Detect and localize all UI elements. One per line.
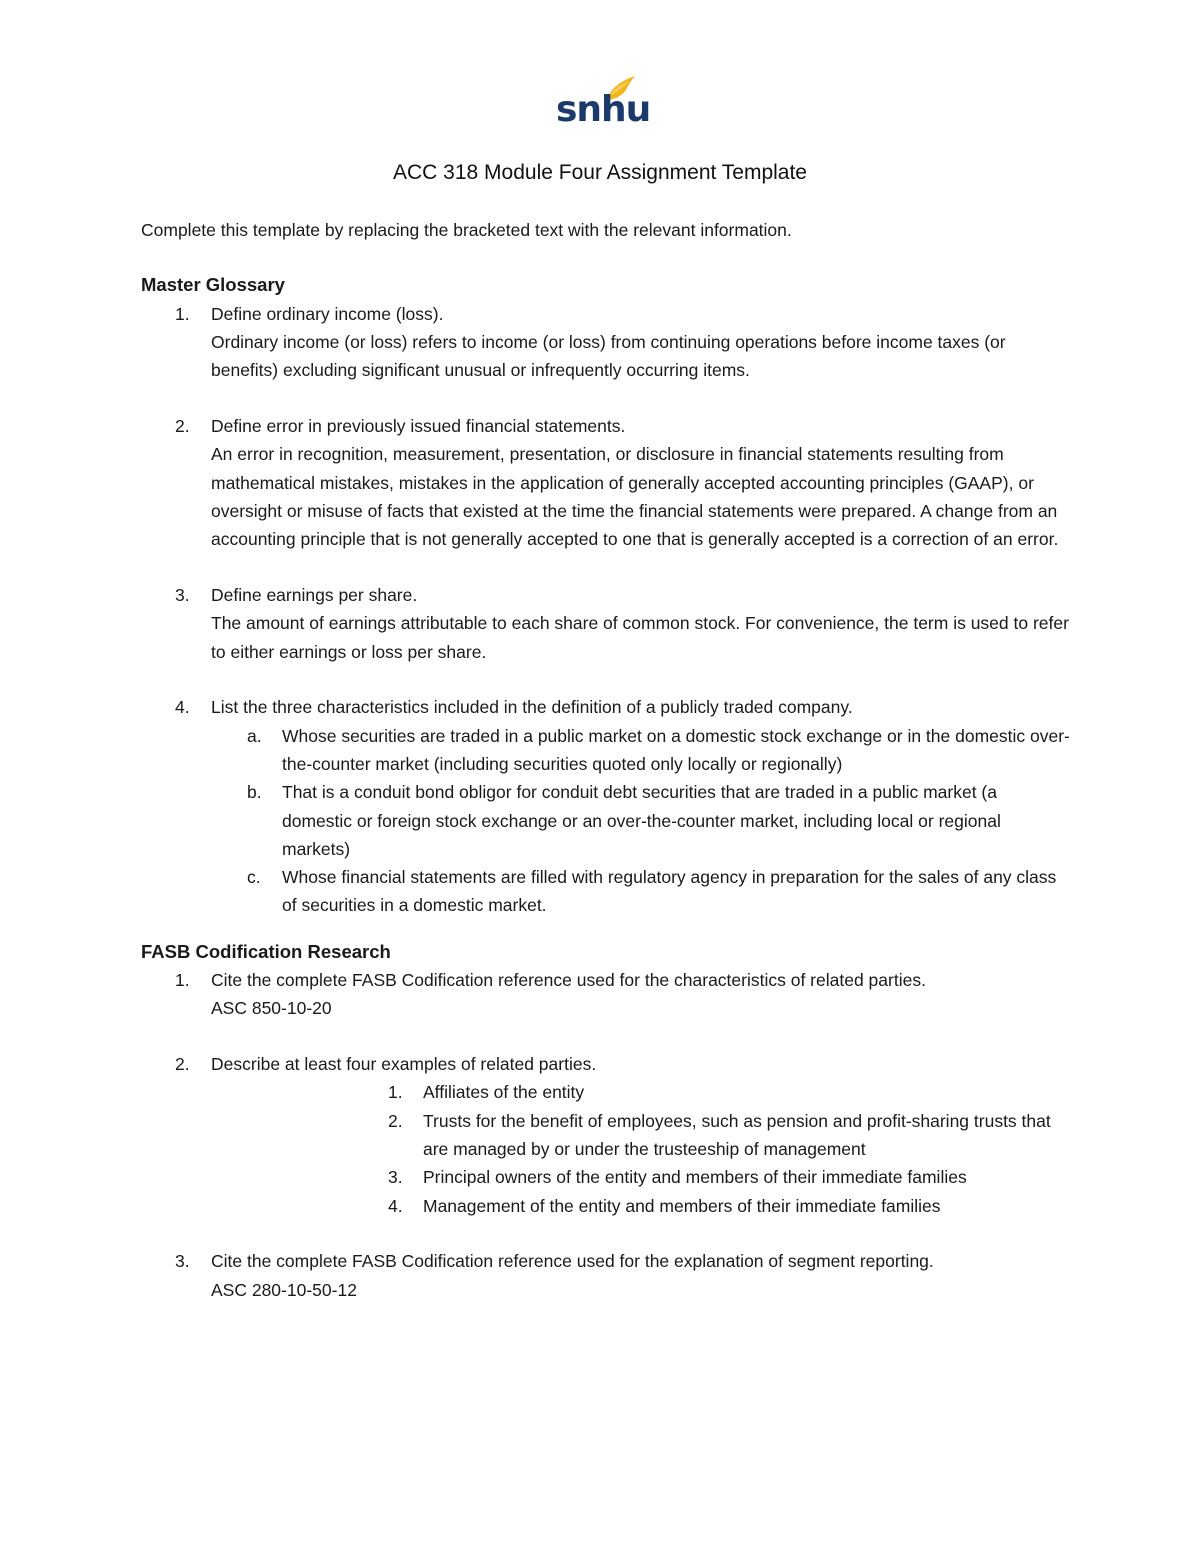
sub-item-text: Principal owners of the entity and members of their immediate families: [423, 1167, 967, 1188]
characteristics-list: [211, 722, 1071, 920]
sub-item-text: Whose financial statements are filled with regulatory agency in preparation for the sales of any class of securities in a domestic market.: [282, 867, 1057, 916]
item-question: Define error in previously issued financial statements.: [211, 415, 626, 436]
document-body: [141, 216, 1071, 1304]
sub-item-label: 2.: [388, 1110, 403, 1131]
item-answer: An error in recognition, measurement, presentation, or disclosure in financial statements resulting from mathematical mistakes, mistakes in the application of generally accepted accounting principles (GAAP), or oversight or misuse of facts that existed at the time the financial statements were prepared. A change from an accounting principle that is not generally accepted to one that is generally accepted is a correction of an error.: [211, 444, 1059, 550]
item-number: 1.: [175, 970, 190, 991]
related-parties-list: [211, 1078, 1071, 1219]
item-number: 2.: [175, 1054, 190, 1075]
master-glossary-list: [141, 300, 1071, 920]
item-question: Define earnings per share.: [211, 584, 418, 605]
item-number: 3.: [175, 584, 190, 605]
sub-item-label: 4.: [388, 1195, 403, 1216]
item-question: Describe at least four examples of related parties.: [211, 1054, 597, 1075]
page-title: ACC 318 Module Four Assignment Template: [393, 161, 807, 184]
sub-item-text: Trusts for the benefit of employees, such as pension and profit-sharing trusts that are managed by or under the trusteeship of management: [423, 1110, 1051, 1160]
fasb-research-heading: FASB Codification Research: [141, 940, 391, 962]
sub-list-item: [211, 722, 1071, 779]
sub-item-label: 1.: [388, 1082, 403, 1103]
sub-item-label: a.: [247, 725, 262, 746]
sub-list-item: [211, 1078, 1071, 1106]
list-item: [141, 693, 1071, 919]
sub-item-text: Whose securities are traded in a public market on a domestic stock exchange or in the domestic over-the-counter market (including securities quoted only locally or regionally): [282, 725, 1070, 774]
list-item: [141, 966, 1071, 1023]
item-answer: ASC 850-10-20: [211, 998, 332, 1019]
item-question: Cite the complete FASB Codification reference used for the characteristics of related parties.: [211, 970, 926, 991]
intro-text: Complete this template by replacing the bracketed text with the relevant information.: [141, 220, 792, 240]
item-number: 4.: [175, 697, 190, 718]
sub-item-text: Management of the entity and members of their immediate families: [423, 1195, 941, 1216]
list-item: [141, 412, 1071, 553]
list-item: [141, 300, 1071, 385]
sub-item-label: 3.: [388, 1167, 403, 1188]
item-question: Cite the complete FASB Codification reference used for the explanation of segment reporting.: [211, 1251, 934, 1272]
item-number: 2.: [175, 415, 190, 436]
item-number: 3.: [175, 1251, 190, 1272]
item-question: Define ordinary income (loss).: [211, 303, 444, 324]
sub-item-text: That is a conduit bond obligor for conduit debt securities that are traded in a public market (a domestic or foreign stock exchange or an over-the-counter market, including local or regional markets): [282, 782, 1001, 859]
sub-item-text: Affiliates of the entity: [423, 1082, 585, 1103]
list-item: [141, 1050, 1071, 1220]
sub-item-label: b.: [247, 782, 262, 803]
logo-wordmark: snhu: [556, 89, 651, 130]
sub-item-label: c.: [247, 867, 261, 888]
sub-list-item: [211, 1107, 1071, 1164]
sub-list-item: [211, 1192, 1071, 1220]
item-answer: ASC 280-10-50-12: [211, 1279, 357, 1300]
item-question: List the three characteristics included in the definition of a publicly traded company.: [211, 697, 853, 718]
fasb-research-list: [141, 966, 1071, 1304]
snhu-logo: [556, 74, 651, 134]
item-answer: Ordinary income (or loss) refers to income (or loss) from continuing operations before income taxes (or benefits) excluding significant unusual or infrequently occurring items.: [211, 331, 1006, 381]
sub-list-item: [211, 1163, 1071, 1191]
item-number: 1.: [175, 303, 190, 324]
list-item: [141, 581, 1071, 666]
master-glossary-heading: Master Glossary: [141, 274, 285, 296]
list-item: [141, 1247, 1071, 1304]
sub-list-item: [211, 778, 1071, 863]
item-answer: The amount of earnings attributable to each share of common stock. For convenience, the term is used to refer to either earnings or loss per share.: [211, 613, 1069, 662]
sub-list-item: [211, 863, 1071, 920]
